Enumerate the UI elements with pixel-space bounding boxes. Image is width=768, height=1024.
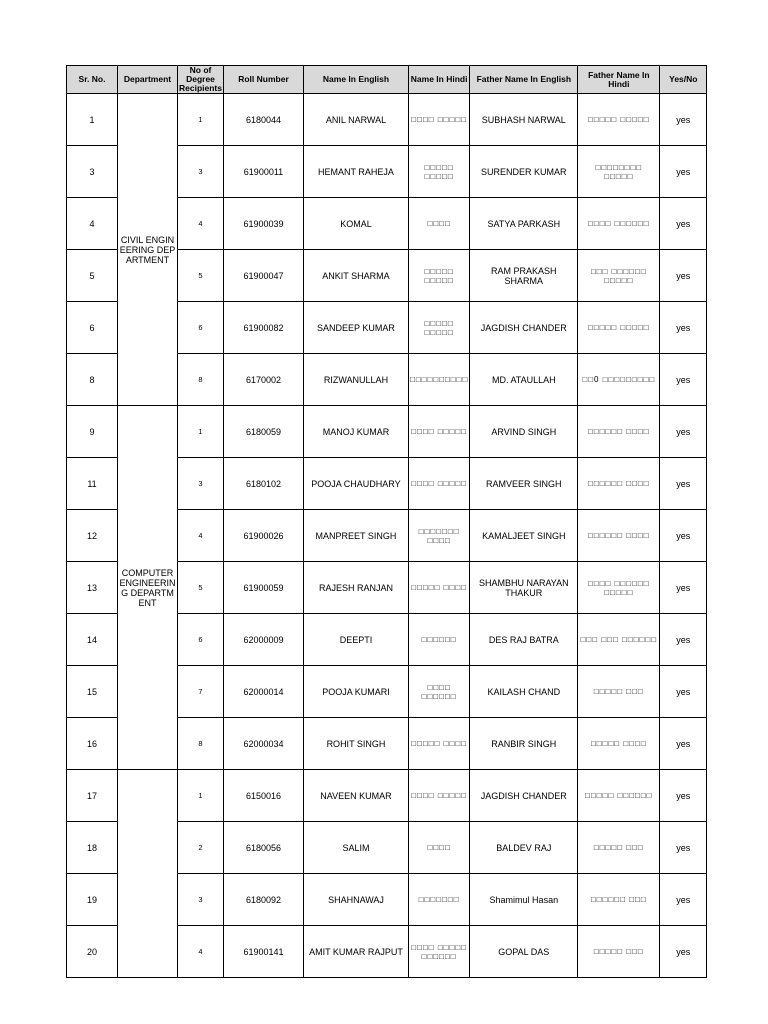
- degree-recipients-sheet: [66, 65, 707, 978]
- name-hindi-cell: □□□□□ □□□□: [408, 718, 469, 770]
- name-english-cell: RAJESH RANJAN: [303, 562, 408, 614]
- name-english-cell: SALIM: [303, 822, 408, 874]
- degree-count-cell: 4: [178, 926, 224, 978]
- header-father-english: Father Name In English: [470, 66, 578, 94]
- name-english-cell: ANKIT SHARMA: [303, 250, 408, 302]
- father-hindi-cell: □□□□□□ □□□□: [578, 510, 660, 562]
- header-name-hindi: Name In Hindi: [408, 66, 469, 94]
- father-hindi-cell: □□□□□ □□□: [578, 666, 660, 718]
- father-hindi-cell: □□□□□□ □□□□: [578, 406, 660, 458]
- header-department: Department: [118, 66, 178, 94]
- father-hindi-cell: □□□ □□□□□□ □□□□□: [578, 250, 660, 302]
- sr-no-cell: 9: [67, 406, 118, 458]
- father-english-cell: JAGDISH CHANDER: [470, 302, 578, 354]
- father-english-cell: MD. ATAULLAH: [470, 354, 578, 406]
- sr-no-cell: 1: [67, 94, 118, 146]
- table-row: [67, 770, 707, 822]
- table-header: [67, 66, 707, 94]
- name-hindi-cell: □□□□ □□□□□ □□□□□□: [408, 926, 469, 978]
- name-hindi-cell: □□□□: [408, 198, 469, 250]
- father-english-cell: JAGDISH CHANDER: [470, 770, 578, 822]
- father-hindi-cell: □□□□ □□□□□□: [578, 198, 660, 250]
- degree-count-cell: 1: [178, 94, 224, 146]
- name-english-cell: RIZWANULLAH: [303, 354, 408, 406]
- name-english-cell: DEEPTI: [303, 614, 408, 666]
- yes-no-cell: yes: [660, 354, 707, 406]
- degree-count-cell: 8: [178, 718, 224, 770]
- yes-no-cell: yes: [660, 250, 707, 302]
- degree-count-cell: 3: [178, 458, 224, 510]
- yes-no-cell: yes: [660, 562, 707, 614]
- sr-no-cell: 3: [67, 146, 118, 198]
- name-hindi-cell: □□□□□ □□□□□: [408, 146, 469, 198]
- yes-no-cell: yes: [660, 666, 707, 718]
- sr-no-cell: 13: [67, 562, 118, 614]
- yes-no-cell: yes: [660, 302, 707, 354]
- father-english-cell: Shamimul Hasan: [470, 874, 578, 926]
- degree-count-cell: 2: [178, 822, 224, 874]
- degree-count-cell: 5: [178, 250, 224, 302]
- sr-no-cell: 12: [67, 510, 118, 562]
- roll-number-cell: 62000014: [223, 666, 303, 718]
- name-hindi-cell: □□□□□ □□□□□: [408, 250, 469, 302]
- yes-no-cell: yes: [660, 146, 707, 198]
- father-hindi-cell: □□□□□□ □□□□: [578, 458, 660, 510]
- roll-number-cell: 6150016: [223, 770, 303, 822]
- roll-number-cell: 61900039: [223, 198, 303, 250]
- name-english-cell: POOJA CHAUDHARY: [303, 458, 408, 510]
- department-civil: CIVIL ENGINEERING DEPARTMENT: [118, 94, 178, 406]
- roll-number-cell: 61900026: [223, 510, 303, 562]
- degree-count-cell: 6: [178, 614, 224, 666]
- father-hindi-cell: □□□□□ □□□□□: [578, 94, 660, 146]
- header-roll-number: Roll Number: [223, 66, 303, 94]
- degree-recipients-table: [66, 65, 707, 978]
- name-english-cell: SANDEEP KUMAR: [303, 302, 408, 354]
- degree-count-cell: 8: [178, 354, 224, 406]
- father-english-cell: RANBIR SINGH: [470, 718, 578, 770]
- name-hindi-cell: □□□□ □□□□□: [408, 94, 469, 146]
- father-hindi-cell: □□□□□□□□ □□□□□: [578, 146, 660, 198]
- sr-no-cell: 20: [67, 926, 118, 978]
- degree-count-cell: 7: [178, 666, 224, 718]
- name-english-cell: ROHIT SINGH: [303, 718, 408, 770]
- father-english-cell: SUBHASH NARWAL: [470, 94, 578, 146]
- sr-no-cell: 14: [67, 614, 118, 666]
- yes-no-cell: yes: [660, 718, 707, 770]
- sr-no-cell: 4: [67, 198, 118, 250]
- table-body: [67, 94, 707, 978]
- name-english-cell: ANIL NARWAL: [303, 94, 408, 146]
- sr-no-cell: 8: [67, 354, 118, 406]
- degree-count-cell: 5: [178, 562, 224, 614]
- name-english-cell: AMIT KUMAR RAJPUT: [303, 926, 408, 978]
- roll-number-cell: 6180056: [223, 822, 303, 874]
- name-hindi-cell: □□□□□ □□□□: [408, 562, 469, 614]
- degree-count-cell: 1: [178, 406, 224, 458]
- yes-no-cell: yes: [660, 510, 707, 562]
- name-hindi-cell: □□□□: [408, 822, 469, 874]
- yes-no-cell: yes: [660, 94, 707, 146]
- table-row: [67, 406, 707, 458]
- name-english-cell: SHAHNAWAJ: [303, 874, 408, 926]
- father-hindi-cell: □□□ □□□ □□□□□□: [578, 614, 660, 666]
- table-row: [67, 94, 707, 146]
- father-hindi-cell: □□□□□ □□□□: [578, 718, 660, 770]
- father-hindi-cell: □□□□ □□□□□□ □□□□□: [578, 562, 660, 614]
- name-hindi-cell: □□□□ □□□□□: [408, 458, 469, 510]
- father-english-cell: SURENDER KUMAR: [470, 146, 578, 198]
- father-hindi-cell: □□□□□□ □□□: [578, 874, 660, 926]
- father-english-cell: RAMVEER SINGH: [470, 458, 578, 510]
- name-english-cell: HEMANT RAHEJA: [303, 146, 408, 198]
- roll-number-cell: 61900082: [223, 302, 303, 354]
- yes-no-cell: yes: [660, 458, 707, 510]
- father-hindi-cell: □□□□□ □□□□□: [578, 302, 660, 354]
- father-english-cell: DES RAJ BATRA: [470, 614, 578, 666]
- department-third: [118, 770, 178, 978]
- roll-number-cell: 61900011: [223, 146, 303, 198]
- yes-no-cell: yes: [660, 822, 707, 874]
- yes-no-cell: yes: [660, 406, 707, 458]
- header-no-of-degree: No of Degree Recipients: [179, 65, 222, 93]
- header-name-english: Name In English: [303, 66, 408, 94]
- degree-count-cell: 4: [178, 510, 224, 562]
- father-hindi-cell: □□□□□ □□□□□□: [578, 770, 660, 822]
- name-english-cell: POOJA KUMARI: [303, 666, 408, 718]
- father-hindi-cell: □□□□□ □□□: [578, 926, 660, 978]
- roll-number-cell: 6180044: [223, 94, 303, 146]
- father-english-cell: ARVIND SINGH: [470, 406, 578, 458]
- name-hindi-cell: □□□□□□□: [408, 874, 469, 926]
- yes-no-cell: yes: [660, 770, 707, 822]
- name-english-cell: NAVEEN KUMAR: [303, 770, 408, 822]
- sr-no-cell: 15: [67, 666, 118, 718]
- roll-number-cell: 6180102: [223, 458, 303, 510]
- roll-number-cell: 6170002: [223, 354, 303, 406]
- father-english-cell: SHAMBHU NARAYAN THAKUR: [470, 562, 578, 614]
- sr-no-cell: 19: [67, 874, 118, 926]
- father-english-cell: BALDEV RAJ: [470, 822, 578, 874]
- roll-number-cell: 61900059: [223, 562, 303, 614]
- name-hindi-cell: □□□□ □□□□□□: [408, 666, 469, 718]
- father-english-cell: SATYA PARKASH: [470, 198, 578, 250]
- degree-count-cell: 6: [178, 302, 224, 354]
- department-computer: COMPUTER ENGINEERING DEPARTMENT: [118, 406, 178, 770]
- roll-number-cell: 61900047: [223, 250, 303, 302]
- roll-number-cell: 61900141: [223, 926, 303, 978]
- yes-no-cell: yes: [660, 874, 707, 926]
- header-row: [67, 66, 707, 94]
- father-english-cell: RAM PRAKASH SHARMA: [470, 250, 578, 302]
- sr-no-cell: 5: [67, 250, 118, 302]
- name-hindi-cell: □□□□□ □□□□□: [408, 302, 469, 354]
- roll-number-cell: 6180059: [223, 406, 303, 458]
- header-father-hindi: Father Name In Hindi: [578, 66, 660, 94]
- father-english-cell: KAMALJEET SINGH: [470, 510, 578, 562]
- name-english-cell: MANOJ KUMAR: [303, 406, 408, 458]
- name-hindi-cell: □□□□□□: [408, 614, 469, 666]
- header-sr-no: Sr. No.: [67, 66, 118, 94]
- yes-no-cell: yes: [660, 614, 707, 666]
- degree-count-cell: 3: [178, 874, 224, 926]
- roll-number-cell: 62000009: [223, 614, 303, 666]
- yes-no-cell: yes: [660, 198, 707, 250]
- header-yes-no: Yes/No: [660, 66, 707, 94]
- name-hindi-cell: □□□□□□□ □□□□: [408, 510, 469, 562]
- name-english-cell: MANPREET SINGH: [303, 510, 408, 562]
- father-hindi-cell: □□□□□ □□□: [578, 822, 660, 874]
- roll-number-cell: 6180092: [223, 874, 303, 926]
- name-english-cell: KOMAL: [303, 198, 408, 250]
- sr-no-cell: 18: [67, 822, 118, 874]
- father-english-cell: GOPAL DAS: [470, 926, 578, 978]
- sr-no-cell: 17: [67, 770, 118, 822]
- name-hindi-cell: □□□□□□□□□□: [408, 354, 469, 406]
- sr-no-cell: 6: [67, 302, 118, 354]
- sr-no-cell: 11: [67, 458, 118, 510]
- sr-no-cell: 16: [67, 718, 118, 770]
- degree-count-cell: 1: [178, 770, 224, 822]
- name-hindi-cell: □□□□ □□□□□: [408, 770, 469, 822]
- father-english-cell: KAILASH CHAND: [470, 666, 578, 718]
- degree-count-cell: 3: [178, 146, 224, 198]
- yes-no-cell: yes: [660, 926, 707, 978]
- father-hindi-cell: □□0 □□□□□□□□□: [578, 354, 660, 406]
- roll-number-cell: 62000034: [223, 718, 303, 770]
- degree-count-cell: 4: [178, 198, 224, 250]
- name-hindi-cell: □□□□ □□□□□: [408, 406, 469, 458]
